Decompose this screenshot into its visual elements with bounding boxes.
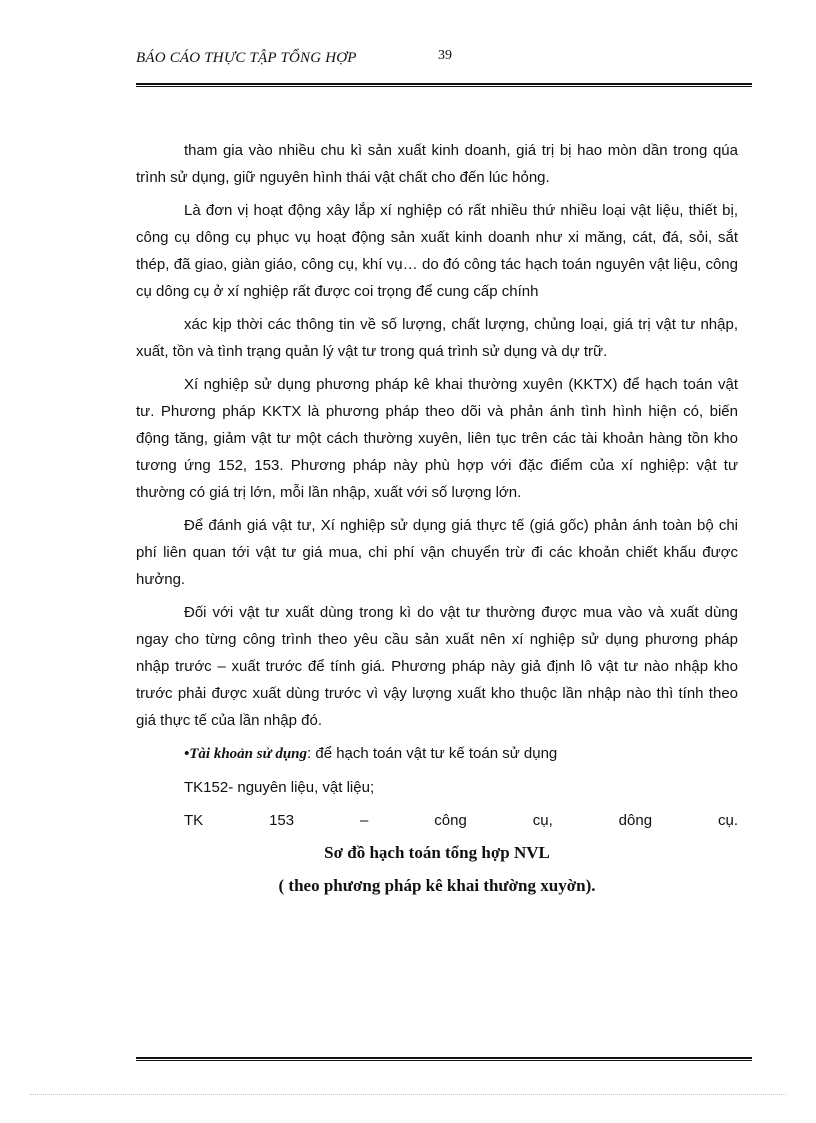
- paragraph-5: Để đánh giá vật tư, Xí nghiệp sử dụng giá thực tế (giá gốc) phản ánh toàn bộ chi phí liên quan tới vật tư giá mua, chi phí vận chuyển trừ đi các khoản chiết khấu được hưởng.: [136, 517, 738, 588]
- page-number: 39: [438, 48, 452, 63]
- document-body: [136, 137, 738, 902]
- account-text: : để hạch toán vật tư kế toán sử dụng: [307, 745, 558, 762]
- footer-rule: [136, 1057, 752, 1061]
- page-edge-dotted-line: [30, 1094, 786, 1095]
- page-header: [136, 46, 752, 70]
- tk152-line: TK152- nguyên liệu, vật liệu;: [184, 779, 375, 796]
- diagram-heading: Sơ đồ hạch toán tổng hợp NVL: [324, 843, 550, 862]
- account-label: •Tài khoản sử dụng: [184, 746, 308, 762]
- paragraph-4: Xí nghiệp sử dụng phương pháp kê khai thường xuyên (KKTX) để hạch toán vật tư. Phương pháp KKTX là phương pháp theo dõi và phản ánh tình hình hiện có, biến động tăng, giảm vật tư một cách thường xuyên, liên tục trên các tài khoản hàng tồn kho tương ứng 152, 153. Phương pháp này phù hợp với đặc điểm của xí nghiệp: vật tư thường có giá trị lớn, mỗi lần nhập, xuất với số lượng lớn.: [136, 376, 738, 501]
- paragraph-1: tham gia vào nhiều chu kì sản xuất kinh doanh, giá trị bị hao mòn dần trong qúa trình sử dụng, giữ nguyên hình thái vật chất cho đến lúc hỏng.: [136, 142, 738, 186]
- paragraph-2: Là đơn vị hoạt động xây lắp xí nghiệp có rất nhiều thứ nhiều loại vật liệu, thiết bị, công cụ dông cụ phục vụ hoạt động sản xuất kinh doanh như xi măng, cát, đá, sỏi, sắt thép, đã giao, giàn giáo, công cụ, khí vụ… do đó công tác hạch toán nguyên vật liệu, công cụ dông cụ ở xí nghiệp rất được coi trọng để cung cấp chính: [136, 202, 738, 300]
- diagram-subheading: ( theo phương pháp kê khai thường xuyờn).: [278, 876, 596, 895]
- tk153-line: TK 153 – công cụ, dông cụ.: [184, 812, 738, 829]
- paragraph-6: Đối với vật tư xuất dùng trong kì do vật tư thường được mua vào và xuất dùng ngay cho từng công trình theo yêu cầu sản xuất nên xí nghiệp sử dụng phương pháp nhập trước – xuất trước để tính giá. Phương pháp này giả định lô vật tư nào nhập kho trước phải được xuất dùng trước vì vậy lượng xuất kho thuộc lần nhập nào thì tính theo giá thực tế của lần nhập đó.: [136, 604, 738, 729]
- report-title: BÁO CÁO THỰC TẬP TỔNG HỢP: [136, 50, 357, 66]
- paragraph-3: xác kịp thời các thông tin về số lượng, chất lượng, chủng loại, giá trị vật tư nhập, xuất, tồn và tình trạng quản lý vật tư trong quá trình sử dụng và dự trữ.: [136, 316, 738, 360]
- header-rule: [136, 83, 752, 87]
- account-line: [136, 740, 738, 768]
